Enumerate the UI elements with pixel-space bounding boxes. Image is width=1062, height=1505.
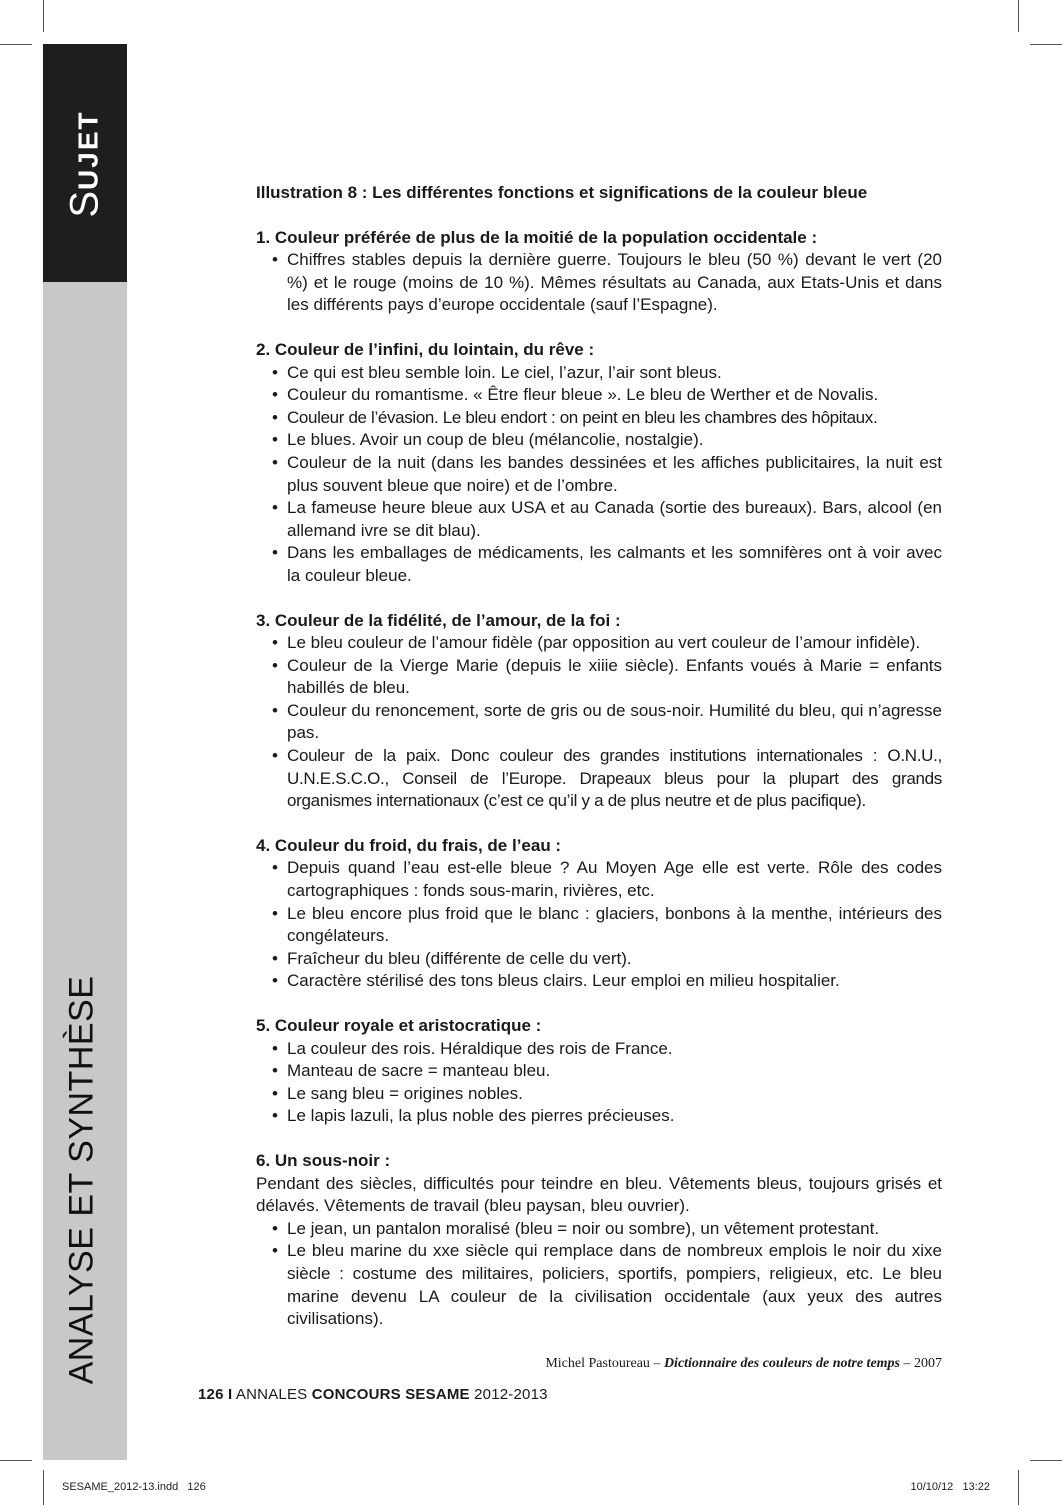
footer-annales: ANNALES — [235, 1386, 308, 1403]
section-heading: 2. Couleur de l’infini, du lointain, du rêve : — [256, 339, 595, 359]
list-item: • La fameuse heure bleue aux USA et au Canada (sortie des bureaux). Bars, alcool (en allemand ivre se dit blau). — [256, 497, 942, 542]
section-paragraph: Pendant des siècles, difficultés pour teindre en bleu. Vêtements bleus, toujours grisés et délavés. Vêtements de travail (bleu paysan, bleu ouvrier). — [256, 1173, 942, 1216]
crop-mark — [1018, 0, 1019, 32]
section-heading: 4. Couleur du froid, du frais, de l’eau : — [256, 835, 562, 855]
crop-mark — [0, 1460, 32, 1461]
section-6 — [256, 1150, 942, 1331]
bullet-list — [256, 362, 942, 588]
bullet-list — [256, 857, 942, 993]
source-author: Michel Pastoureau – — [545, 1356, 661, 1371]
bullet-list — [256, 632, 942, 813]
list-item: • Couleur de la paix. Donc couleur des grandes institutions internationales : O.N.U., U.N.E.S.C.O., Conseil de l’Europe. Drapeaux bleus pour la plupart des grands organismes internationaux (c’est ce qu’il y a de plus neutre et de plus pacifique). — [256, 745, 942, 813]
bullet-list — [256, 249, 942, 317]
list-item: • Manteau de sacre = manteau bleu. — [256, 1060, 942, 1083]
list-item: • Couleur de l’évasion. Le bleu endort : on peint en bleu les chambres des hôpitaux. — [256, 407, 942, 430]
slug-datetime: 10/10/12 13:22 — [910, 1481, 990, 1493]
slug-file: SESAME_2012-13.indd 126 — [62, 1481, 206, 1493]
sujet-rest: UJET — [72, 110, 104, 190]
bullet-list — [256, 1218, 942, 1331]
document-body — [256, 182, 942, 1353]
list-item: • Ce qui est bleu semble loin. Le ciel, l’azur, l’air sont bleus. — [256, 362, 942, 385]
list-item: • Chiffres stables depuis la dernière guerre. Toujours le bleu (50 %) devant le vert (20 %) et le rouge (moins de 10 %). Mêmes résultats au Canada, aux Etats-Unis et dans les différents pays d’europe occidentale (sauf l’Espagne). — [256, 249, 942, 317]
list-item: • Le bleu couleur de l’amour fidèle (par opposition au vert couleur de l’amour infidèle). — [256, 632, 942, 655]
page-number: 126 I — [198, 1386, 233, 1403]
crop-mark — [43, 1470, 44, 1505]
footer-years: 2012-2013 — [474, 1386, 548, 1403]
page-footer — [198, 1386, 548, 1403]
list-item: • Le blues. Avoir un coup de bleu (mélancolie, nostalgie). — [256, 429, 942, 452]
list-item: • Fraîcheur du bleu (différente de celle du vert). — [256, 948, 942, 971]
section-4 — [256, 835, 942, 993]
section-heading: 5. Couleur royale et aristocratique : — [256, 1016, 542, 1035]
document-title: Illustration 8 : Les différentes fonctions et significations de la couleur bleue — [256, 183, 868, 202]
section-heading: 3. Couleur de la fidélité, de l’amour, de la foi : — [256, 610, 621, 630]
section-2 — [256, 339, 942, 588]
list-item: • Couleur du romantisme. « Être fleur bleue ». Le bleu de Werther et de Novalis. — [256, 384, 942, 407]
list-item: • Le jean, un pantalon moralisé (bleu = noir ou sombre), un vêtement protestant. — [256, 1218, 942, 1241]
list-item: • Le bleu marine du xxe siècle qui remplace dans de nombreux emplois le noir du xixe siècle : costume des militaires, policiers, sportifs, pompiers, religieux, etc. Le bleu marine devenu LA couleur de la civilisation occidentale (aux yeux des autres civilisations). — [256, 1240, 942, 1330]
crop-mark — [1018, 1470, 1019, 1505]
source-year: – 2007 — [903, 1356, 942, 1371]
crop-mark — [43, 0, 44, 32]
list-item: • Depuis quand l’eau est-elle bleue ? Au Moyen Age elle est verte. Rôle des codes cartographiques : fonds sous-marin, rivières, etc. — [256, 857, 942, 902]
crop-mark — [1030, 1460, 1062, 1461]
list-item: • La couleur des rois. Héraldique des rois de France. — [256, 1038, 942, 1061]
list-item: • Couleur de la Vierge Marie (depuis le xiiie siècle). Enfants voués à Marie = enfants habillés de bleu. — [256, 655, 942, 700]
list-item: • Le bleu encore plus froid que le blanc : glaciers, bonbons à la menthe, intérieurs des congélateurs. — [256, 903, 942, 948]
footer-concours: CONCOURS SESAME — [311, 1386, 470, 1403]
sidebar-section-label: ANALYSE ET SYNTHÈSE — [62, 975, 101, 1385]
list-item: • Le lapis lazuli, la plus noble des pierres précieuses. — [256, 1105, 942, 1128]
crop-mark — [1030, 44, 1062, 45]
source-citation — [545, 1356, 942, 1372]
bullet-list — [256, 1038, 942, 1128]
section-1 — [256, 227, 942, 317]
list-item: • Dans les emballages de médicaments, les calmants et les somnifères ont à voir avec la couleur bleue. — [256, 542, 942, 587]
list-item: • Couleur de la nuit (dans les bandes dessinées et les affiches publicitaires, la nuit est plus souvent bleue que noire) et de l’ombre. — [256, 452, 942, 497]
section-3 — [256, 610, 942, 813]
sujet-initial: S — [62, 189, 107, 218]
crop-mark — [0, 44, 32, 45]
list-item: • Caractère stérilisé des tons bleus clairs. Leur emploi en milieu hospitalier. — [256, 970, 942, 993]
list-item: • Couleur du renoncement, sorte de gris ou de sous-noir. Humilité du bleu, qui n’agresse pas. — [256, 700, 942, 745]
section-heading: 6. Un sous-noir : — [256, 1150, 391, 1170]
sidebar-sujet-label — [63, 110, 108, 217]
list-item: • Le sang bleu = origines nobles. — [256, 1083, 942, 1106]
section-heading: 1. Couleur préférée de plus de la moitié de la population occidentale : — [256, 227, 818, 247]
source-work: Dictionnaire des couleurs de notre temps — [663, 1356, 900, 1371]
section-5 — [256, 1015, 942, 1128]
